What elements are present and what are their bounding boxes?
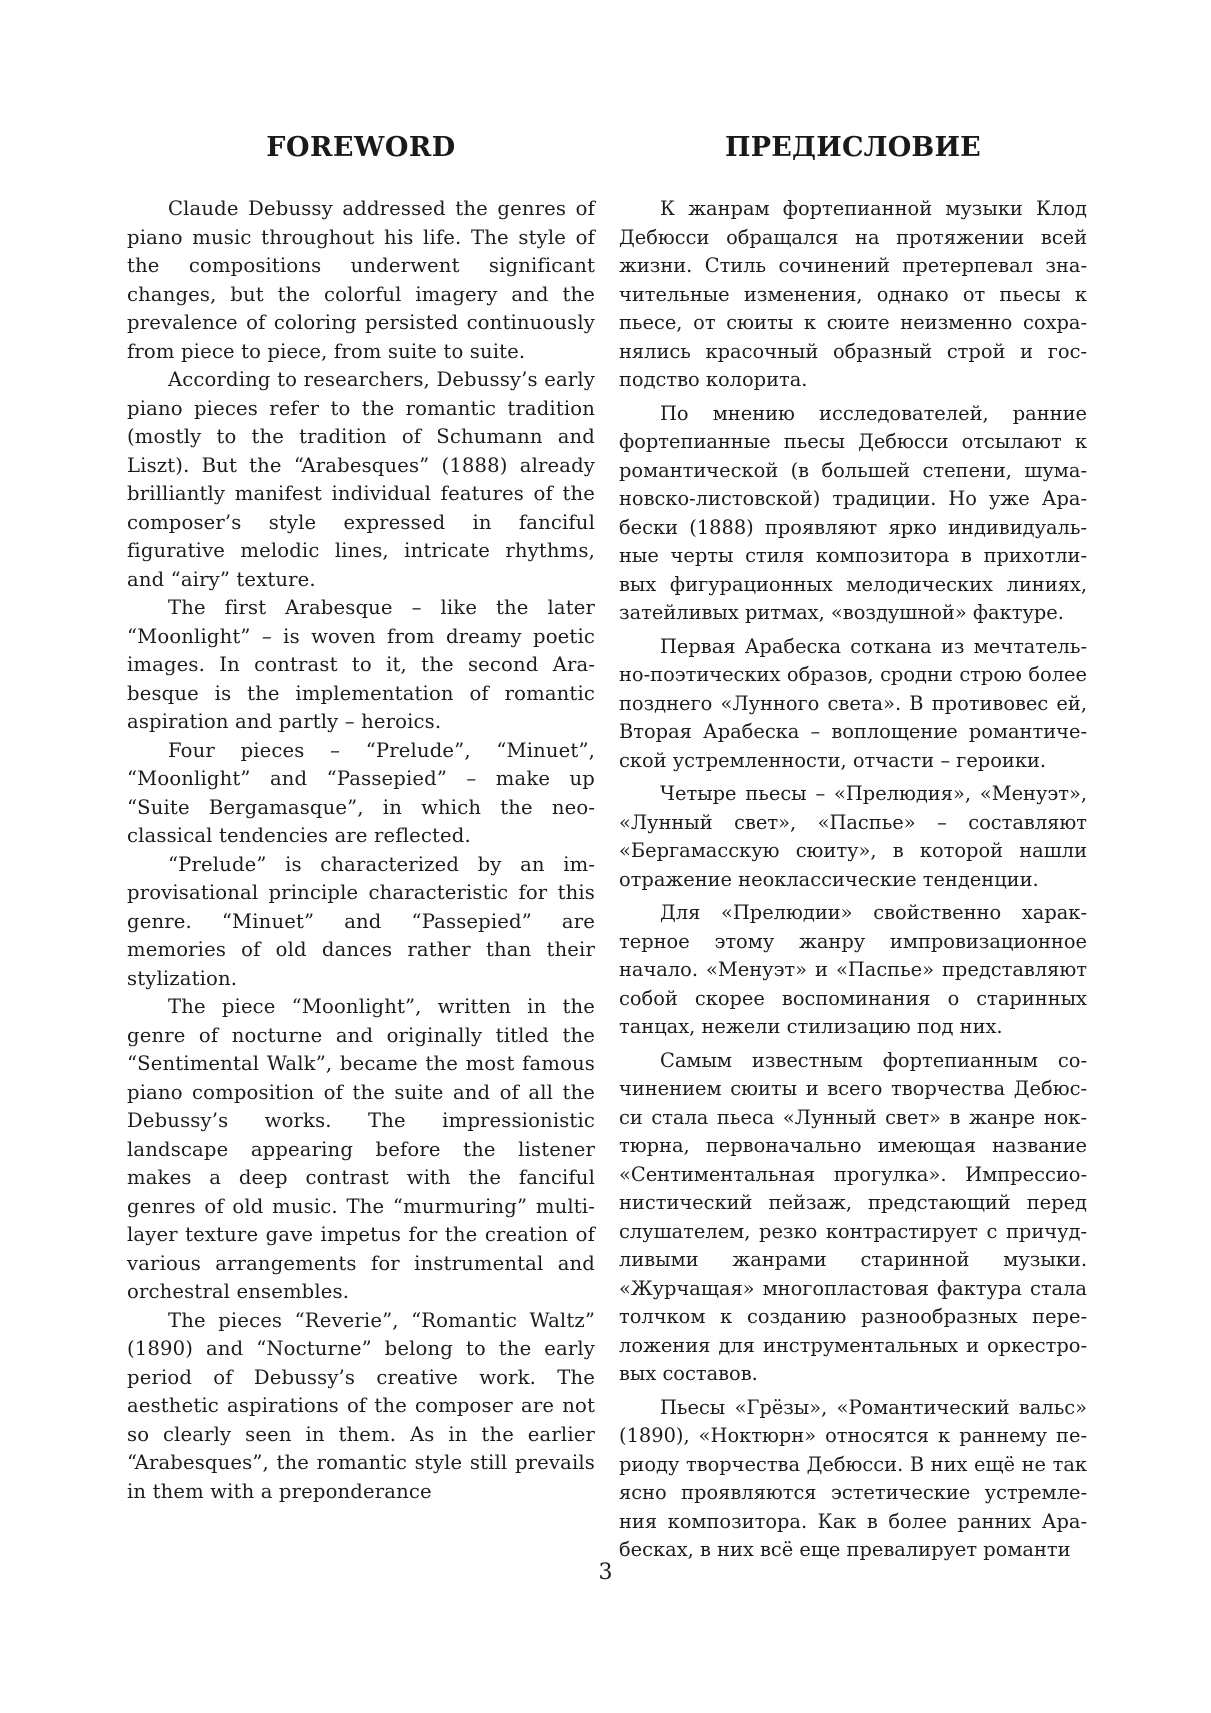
english-paragraph: The piece “Moonlight”, written in the genre of nocturne and originally titled the “Sentimental Walk”, became the most famous piano composition of the suite and of all the Debussy’s works. The impressionistic landscape appearing before the listener makes a deep contrast with the fanciful genres of old music. The “murmuring” multi-layer texture gave impetus for the creation of various arrangements for instrumental and orchestral ensembles. bbox=[127, 995, 595, 1303]
russian-title: ПРЕДИСЛОВИЕ bbox=[725, 132, 981, 163]
english-paragraph: Claude Debussy addressed the genres of piano music throughout his life. The style of the compositions underwent significant changes, but the colorful imagery and the prevalence of coloring persisted continuously from piece to piece, from suite to suite. bbox=[127, 197, 595, 363]
russian-paragraph: Для «Прелюдии» свойственно характерное этому жанру импровизационное начало. «Менуэт» и «Паспье» представляют собой скорее воспоминания о старинных танцах, нежели стилизацию под них. bbox=[619, 901, 1087, 1038]
russian-paragraph: Четыре пьесы – «Прелюдия», «Менуэт», «Лунный свет», «Паспье» – составляют «Бергамасскую сюиту», в которой нашли отражение неоклассические тенденции. bbox=[619, 782, 1087, 891]
english-paragraph: According to researchers, Debussy’s early piano pieces refer to the romantic tradition (mostly to the tradition of Schumann and Liszt). But the “Arabesques” (1888) already brilliantly manifest individual features of the composer’s style expressed in fanciful figurative melodic lines, intricate rhythms, and “airy” texture. bbox=[127, 368, 595, 591]
english-paragraph: Four pieces – “Prelude”, “Minuet”, “Moonlight” and “Passepied” – make up “Suite Bergamasque”, in which the neoclassical tendencies are reflected. bbox=[127, 738, 595, 847]
russian-paragraph: Первая Арабеска соткана из мечтательно-поэтических образов, сродни строю более позднего «Лунного света». В противовес ей, Вторая Арабеска – воплощение романтической устремленности, отчасти – героики. bbox=[619, 634, 1087, 772]
russian-paragraph: По мнению исследователей, ранние фортепианные пьесы Дебюсси отсылают к романтической (в большей степени, шумановско-листовской) традиции. Но уже Арабески (1888) проявляют ярко индивидуальные черты стиля композитора в прихотливых фигурационных мелодических линиях, затейливых ритмах, «воздушной» фактуре. bbox=[619, 401, 1087, 624]
english-title: FOREWORD bbox=[266, 132, 456, 163]
russian-paragraph: Самым известным фортепианным сочинением сюиты и всего творчества Дебюсси стала пьеса «Лунный свет» в жанре ноктюрна, первоначально имеющая название «Сентиментальная прогулка». Импрессионистический пейзаж, предстающий перед слушателем, резко контрастирует с причудливыми жанрами старинной музыки. «Журчащая» многопластовая фактура стала толчком к созданию разнообразных переложения для инструментальных и оркестровых составов. bbox=[619, 1048, 1087, 1385]
english-paragraph: The first Arabesque – like the later “Moonlight” – is woven from dreamy poetic images. In contrast to it, the second Arabesque is the implementation of romantic aspiration and partly – heroics. bbox=[127, 596, 595, 733]
english-column bbox=[127, 132, 595, 1506]
english-paragraph: The pieces “Reverie”, “Romantic Waltz” (1890) and “Nocturne” belong to the early period of Debussy’s creative work. The aesthetic aspirations of the composer are not so clearly seen in them. As in the earlier “Arabesques”, the romantic style still prevails in them with a preponderance bbox=[127, 1308, 595, 1503]
russian-paragraph: Пьесы «Грёзы», «Романтический вальс» (1890), «Ноктюрн» относятся к раннему периоду творчества Дебюсси. В них ещё не так ясно проявляются эстетические устремления композитора. Как в более ранних Арабесках, в них всё еще превалирует романти bbox=[619, 1395, 1087, 1561]
russian-column bbox=[619, 132, 1087, 1565]
page-number: 3 bbox=[598, 1560, 613, 1585]
english-paragraph: “Prelude” is characterized by an improvisational principle characteristic for this genre. “Minuet” and “Passepied” are memories of old dances rather than their stylization. bbox=[127, 852, 595, 990]
russian-paragraph: К жанрам фортепианной музыки Клод Дебюсси обращался на протяжении всей жизни. Стиль сочинений претерпевал значительные изменения, однако от пьесы к пьесе, от сюиты к сюите неизменно сохранялись красочный образный строй и господство колорита. bbox=[619, 197, 1087, 391]
